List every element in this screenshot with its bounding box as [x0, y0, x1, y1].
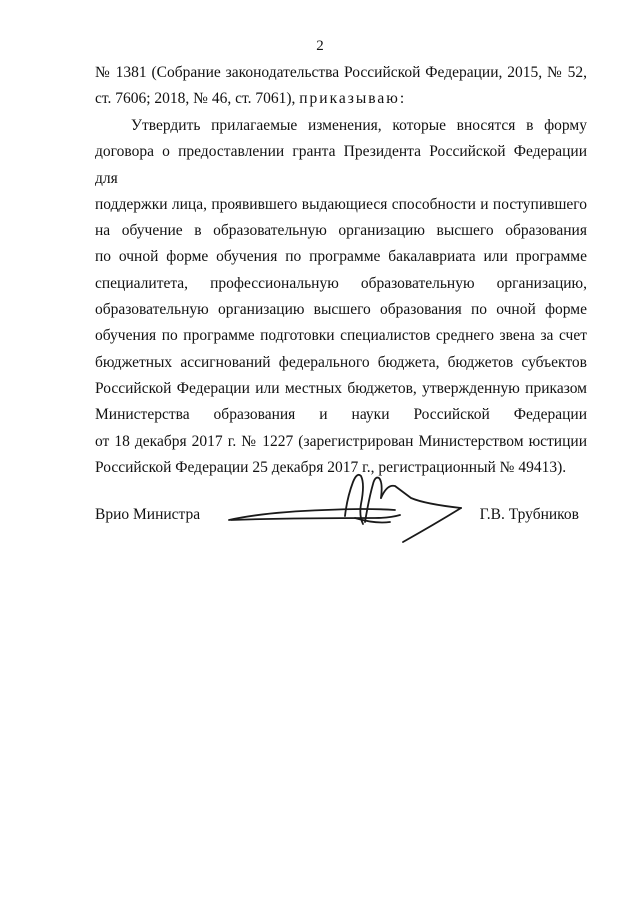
signatory-title: Врио Министра — [95, 506, 201, 523]
intro-line-2-text: ст. 7606; 2018, № 46, ст. 7061), — [95, 90, 296, 108]
body-line: Министерства образования и науки Российской Федерации — [95, 406, 587, 424]
body-line: договора о предоставлении гранта Президента Российской Федерации для — [95, 143, 587, 187]
body-line: образовательную организацию высшего образования по очной форме — [95, 301, 587, 319]
body-line: бюджетных ассигнований федерального бюджета, бюджетов субъектов — [95, 353, 587, 371]
handwritten-signature — [225, 468, 465, 548]
body-line: Утвердить прилагаемые изменения, которые вносятся в форму — [131, 117, 587, 134]
body-line: на обучение в образовательную организацию высшего образования — [95, 222, 587, 240]
body-line: Российской Федерации или местных бюджетов, утвержденную приказом — [95, 379, 587, 397]
body-line-last: Российской Федерации 25 декабря 2017 г., регистрационный № 49413). — [95, 458, 567, 476]
intro-line-1: № 1381 (Собрание законодательства Российской Федерации, 2015, № 52, — [95, 64, 587, 81]
order-word: приказываю: — [299, 90, 407, 108]
body-line: от 18 декабря 2017 г. № 1227 (зарегистрирован Министерством юстиции — [95, 432, 587, 450]
body-line: поддержки лица, проявившего выдающиеся способности и поступившего — [95, 195, 587, 213]
intro-line-2 — [95, 86, 587, 112]
page-number: 2 — [316, 38, 324, 54]
body-line: обучения по программе подготовки специалистов среднего звена за счет — [95, 327, 587, 345]
body-line: по очной форме обучения по программе бакалавриата или программе — [95, 248, 587, 266]
body-line: специалитета, профессиональную образовательную организацию, — [95, 274, 587, 292]
body-paragraph — [95, 113, 587, 481]
signatory-name: Г.В. Трубников — [479, 506, 579, 523]
intro-paragraph — [95, 60, 587, 113]
